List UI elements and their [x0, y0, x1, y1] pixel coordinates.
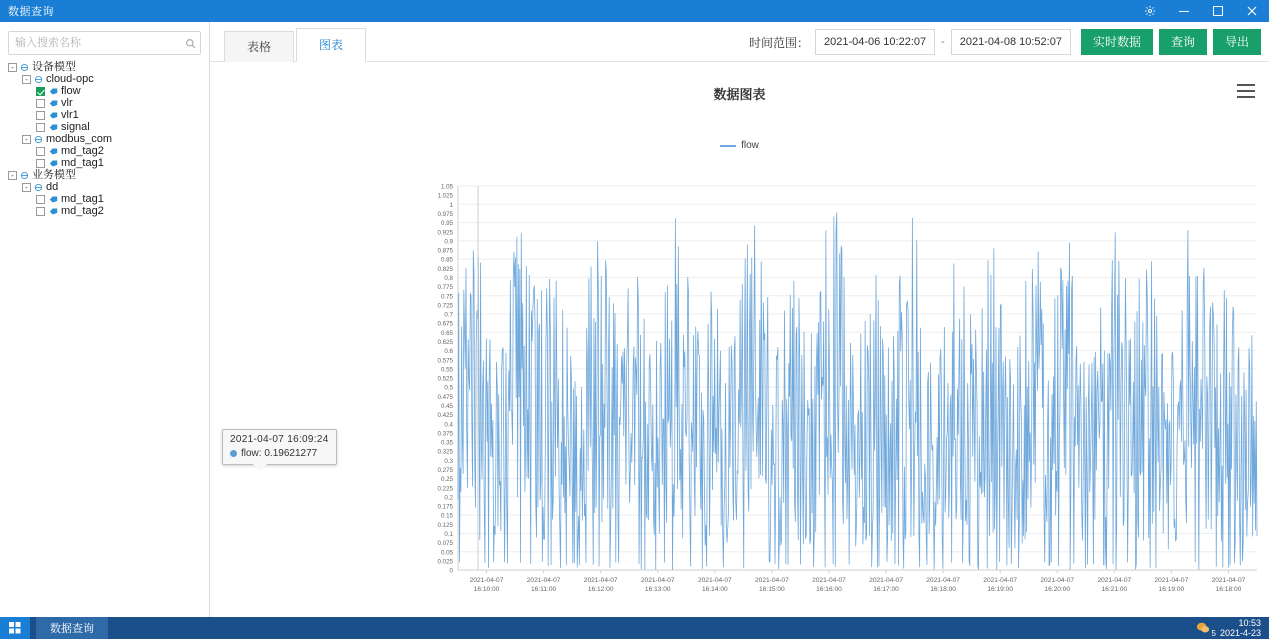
y-axis-tick-label: 0.1 [444, 531, 453, 539]
realtime-data-button[interactable]: 实时数据 [1081, 29, 1153, 55]
y-axis-tick-label: 0.275 [437, 467, 453, 475]
y-axis-tick-label: 0.075 [437, 540, 453, 548]
svg-text:2021-04-07: 2021-04-07 [755, 577, 789, 584]
svg-text:16:18:00: 16:18:00 [1215, 586, 1242, 593]
svg-text:16:10:00: 16:10:00 [473, 586, 500, 593]
tag-node-icon [49, 87, 58, 96]
svg-text:16:12:00: 16:12:00 [587, 586, 614, 593]
x-axis-tick-label [641, 577, 675, 593]
clock-time: 10:53 [1238, 618, 1261, 628]
maximize-icon[interactable] [1201, 0, 1235, 22]
tree-node-md-tag1[interactable] [0, 157, 209, 169]
end-time-input[interactable]: 2021-04-08 10:52:07 [951, 29, 1071, 55]
y-axis-tick-label: 0.8 [444, 275, 453, 283]
tag-node-icon [49, 207, 58, 216]
chat-icon[interactable] [1196, 621, 1220, 638]
folder-node-icon [34, 183, 43, 192]
tree-expander-icon[interactable]: - [22, 75, 31, 84]
sidebar [0, 22, 210, 617]
svg-text:2021-04-07: 2021-04-07 [469, 577, 504, 584]
close-icon[interactable] [1235, 0, 1269, 22]
svg-text:16:16:00: 16:16:00 [816, 586, 842, 593]
tree-expander-icon[interactable]: - [8, 171, 17, 180]
y-axis-tick-label: 0.375 [437, 430, 453, 438]
tree-expander-icon[interactable]: - [8, 63, 17, 72]
time-range-label: 时间范围： [748, 35, 809, 50]
tree-expander-icon[interactable]: - [22, 135, 31, 144]
tooltip-timestamp: 2021-04-07 16:09:24 [230, 434, 329, 445]
chart-tooltip [222, 429, 337, 465]
svg-text:2021-04-07: 2021-04-07 [1097, 577, 1132, 584]
x-axis-tick-label [812, 577, 846, 593]
x-axis-tick-label [470, 577, 504, 593]
tree-checkbox-md_tag2[interactable] [36, 207, 45, 216]
tree-node-label: md_tag1 [61, 157, 104, 169]
y-axis-tick-label: 0.45 [440, 403, 453, 411]
y-axis-tick-label: 0.925 [437, 229, 453, 237]
y-axis-tick-label: 0.2 [444, 494, 453, 502]
tag-node-icon [49, 195, 58, 204]
tag-node-icon [49, 147, 58, 156]
tree-node--[interactable] [0, 169, 209, 181]
y-axis-tick-label: 0.85 [440, 256, 453, 264]
chart-container [210, 62, 1269, 616]
minimize-icon[interactable] [1167, 0, 1201, 22]
windows-start-icon[interactable] [0, 617, 30, 639]
tree-node-md-tag2[interactable] [0, 145, 209, 157]
y-axis-tick-label: 0.625 [437, 339, 453, 347]
chart-title: 数据图表 [713, 87, 766, 102]
y-axis-tick-label: 0.825 [437, 265, 453, 273]
window-title: 数据查询 [8, 6, 54, 18]
y-axis-tick-label: 0.35 [440, 439, 453, 447]
tree-node-label: cloud-opc [46, 73, 94, 85]
tree-node-label: modbus_com [46, 133, 113, 145]
title-bar [0, 0, 1269, 22]
tree-node-signal[interactable] [0, 121, 209, 133]
tree-node-label: 业务模型 [32, 169, 76, 181]
svg-text:16:21:00: 16:21:00 [1101, 586, 1128, 593]
tree-node-label: md_tag1 [61, 193, 104, 205]
tree-node-md-tag2[interactable] [0, 205, 209, 217]
y-axis-tick-label: 0.725 [437, 302, 453, 310]
y-axis-tick-label: 0.25 [440, 476, 453, 484]
tab-bar[interactable] [224, 22, 368, 62]
y-axis-tick-label: 0.125 [437, 521, 453, 529]
clock-date: 2021-4-23 [1219, 628, 1261, 638]
tree-checkbox-flow[interactable] [36, 87, 45, 96]
tree-checkbox-signal[interactable] [36, 123, 45, 132]
tree-node-vlr[interactable] [0, 97, 209, 109]
tree-node-label: md_tag2 [61, 145, 104, 157]
tree-checkbox-md_tag1[interactable] [36, 195, 45, 204]
svg-text:2021-04-07: 2021-04-07 [983, 577, 1018, 584]
y-axis-tick-label: 0.575 [437, 357, 453, 365]
svg-text:16:19:00: 16:19:00 [1158, 586, 1185, 593]
tooltip-value: 0.19621277 [264, 448, 318, 459]
x-axis-tick-label [1097, 577, 1131, 593]
y-axis-tick-label: 0.875 [437, 247, 453, 255]
tree-node-vlr1[interactable] [0, 109, 209, 121]
svg-text:2021-04-07: 2021-04-07 [1211, 577, 1246, 584]
tag-node-icon [49, 123, 58, 132]
svg-text:2021-04-07: 2021-04-07 [583, 577, 618, 584]
tree-node-label: 设备模型 [32, 61, 76, 73]
x-axis-tick-label [1212, 577, 1246, 593]
y-axis-tick-label: 0.425 [437, 412, 453, 420]
y-axis-tick-label: 1 [449, 201, 453, 209]
tree-node-label: dd [46, 181, 59, 193]
y-axis-tick-label: 0.6 [444, 348, 453, 356]
time-range-controls [749, 29, 1261, 55]
svg-text:16:15:00: 16:15:00 [759, 586, 785, 593]
tree-node-label: vlr1 [61, 109, 79, 121]
folder-node-icon [34, 135, 43, 144]
svg-text:2021-04-07: 2021-04-07 [926, 577, 960, 584]
y-axis-tick-label: 0.15 [440, 512, 453, 520]
y-axis-tick-label: 0.55 [440, 366, 453, 374]
y-axis-tick-label: 0.525 [437, 375, 453, 383]
toolbar [210, 22, 1269, 62]
folder-node-icon [20, 63, 29, 72]
tree-node-md-tag1[interactable] [0, 193, 209, 205]
svg-text:16:17:00: 16:17:00 [873, 586, 899, 593]
tree-expander-icon[interactable]: - [22, 183, 31, 192]
main-panel [210, 22, 1269, 617]
x-axis-tick-label [1155, 577, 1189, 593]
tree-node-label: flow [61, 85, 81, 97]
tab-chart[interactable] [296, 28, 366, 62]
tree-checkbox-md_tag2[interactable] [36, 147, 45, 156]
system-tray [1196, 617, 1269, 639]
search-box[interactable] [8, 31, 201, 55]
y-axis-tick-label: 0.65 [440, 329, 453, 337]
svg-text:2021-04-07: 2021-04-07 [1040, 577, 1075, 584]
tooltip-series-name: flow [241, 448, 259, 459]
y-axis-tick-label: 0.95 [440, 220, 453, 228]
query-button[interactable]: 查询 [1159, 29, 1207, 55]
folder-node-icon [34, 75, 43, 84]
y-axis-tick-label: 0.75 [440, 293, 453, 301]
taskbar-item-label: 数据查询 [50, 623, 94, 635]
y-axis-tick-label: 1.025 [437, 192, 453, 200]
y-axis-tick-label: 0.5 [444, 384, 453, 392]
tree-checkbox-vlr[interactable] [36, 99, 45, 108]
search-icon[interactable] [180, 38, 200, 49]
svg-text:2021-04-07: 2021-04-07 [812, 577, 846, 584]
y-axis-tick-label: 1.05 [440, 183, 453, 191]
tree-node-label: vlr [61, 97, 73, 109]
tag-node-icon [49, 159, 58, 168]
export-button[interactable]: 导出 [1213, 29, 1261, 55]
series-line-flow [458, 213, 1257, 570]
x-axis-tick-label [983, 577, 1017, 593]
legend-label-flow: flow [741, 140, 759, 151]
time-range-separator: - [941, 36, 945, 48]
tree-node-dd[interactable] [0, 181, 209, 193]
svg-text:16:13:00: 16:13:00 [644, 586, 671, 593]
svg-text:2021-04-07: 2021-04-07 [526, 577, 561, 584]
svg-text:16:11:00: 16:11:00 [531, 586, 557, 593]
x-axis-tick-label [1040, 577, 1074, 593]
settings-icon[interactable] [1133, 0, 1167, 22]
y-axis-tick-label: 0.175 [437, 503, 453, 511]
x-axis-tick-label [584, 577, 618, 593]
x-axis-tick-label [926, 577, 960, 593]
taskbar-clock[interactable] [1220, 618, 1269, 638]
svg-text:16:19:00: 16:19:00 [987, 586, 1014, 593]
tab-label: 表格 [247, 40, 272, 54]
folder-node-icon [20, 171, 29, 180]
tree-node--[interactable] [0, 61, 209, 73]
x-axis-tick-label [869, 577, 903, 593]
svg-text:2021-04-07: 2021-04-07 [697, 577, 732, 584]
taskbar [0, 617, 1269, 639]
search-input[interactable] [9, 32, 180, 54]
tray-badge: 5 [1211, 629, 1216, 638]
tree-checkbox-md_tag1[interactable] [36, 159, 45, 168]
svg-text:2021-04-07: 2021-04-07 [869, 577, 903, 584]
tab-label: 图表 [319, 38, 344, 52]
y-axis-tick-label: 0.675 [437, 320, 453, 328]
tab-table[interactable] [224, 31, 294, 62]
tag-node-icon [49, 111, 58, 120]
tree-node-label: md_tag2 [61, 205, 104, 217]
y-axis-tick-label: 0.975 [437, 211, 453, 219]
y-axis-tick-label: 0.025 [437, 558, 453, 566]
y-axis-tick-label: 0.3 [444, 457, 453, 465]
y-axis-tick-label: 0.775 [437, 284, 453, 292]
tooltip-series-dot-icon [230, 450, 237, 457]
y-axis-tick-label: 0.325 [437, 448, 453, 456]
start-time-input[interactable]: 2021-04-06 10:22:07 [815, 29, 935, 55]
svg-text:2021-04-07: 2021-04-07 [1154, 577, 1189, 584]
y-axis-tick-label: 0.05 [440, 549, 453, 557]
x-axis-tick-label [755, 577, 789, 593]
x-axis-tick-label [527, 577, 561, 593]
y-axis-tick-label: 0 [449, 567, 453, 575]
tree-checkbox-vlr1[interactable] [36, 111, 45, 120]
tag-node-icon [49, 99, 58, 108]
tree-node-cloud-opc[interactable] [0, 73, 209, 85]
tooltip-colon: : [258, 448, 265, 459]
svg-text:16:14:00: 16:14:00 [701, 586, 728, 593]
y-axis-tick-label: 0.7 [444, 311, 453, 319]
device-tree[interactable] [0, 61, 209, 217]
x-axis-tick-label [698, 577, 732, 593]
y-axis-tick-label: 0.475 [437, 393, 453, 401]
tree-node-flow[interactable] [0, 85, 209, 97]
svg-text:16:18:00: 16:18:00 [930, 586, 956, 593]
chart-plot[interactable] [210, 62, 1269, 616]
svg-text:2021-04-07: 2021-04-07 [640, 577, 675, 584]
taskbar-item-data-query[interactable] [36, 617, 108, 639]
tree-node-modbus-com[interactable] [0, 133, 209, 145]
tree-node-label: signal [61, 121, 90, 133]
svg-text:16:20:00: 16:20:00 [1044, 586, 1071, 593]
y-axis-tick-label: 0.225 [437, 485, 453, 493]
y-axis-tick-label: 0.4 [444, 421, 453, 429]
y-axis-tick-label: 0.9 [444, 238, 453, 246]
